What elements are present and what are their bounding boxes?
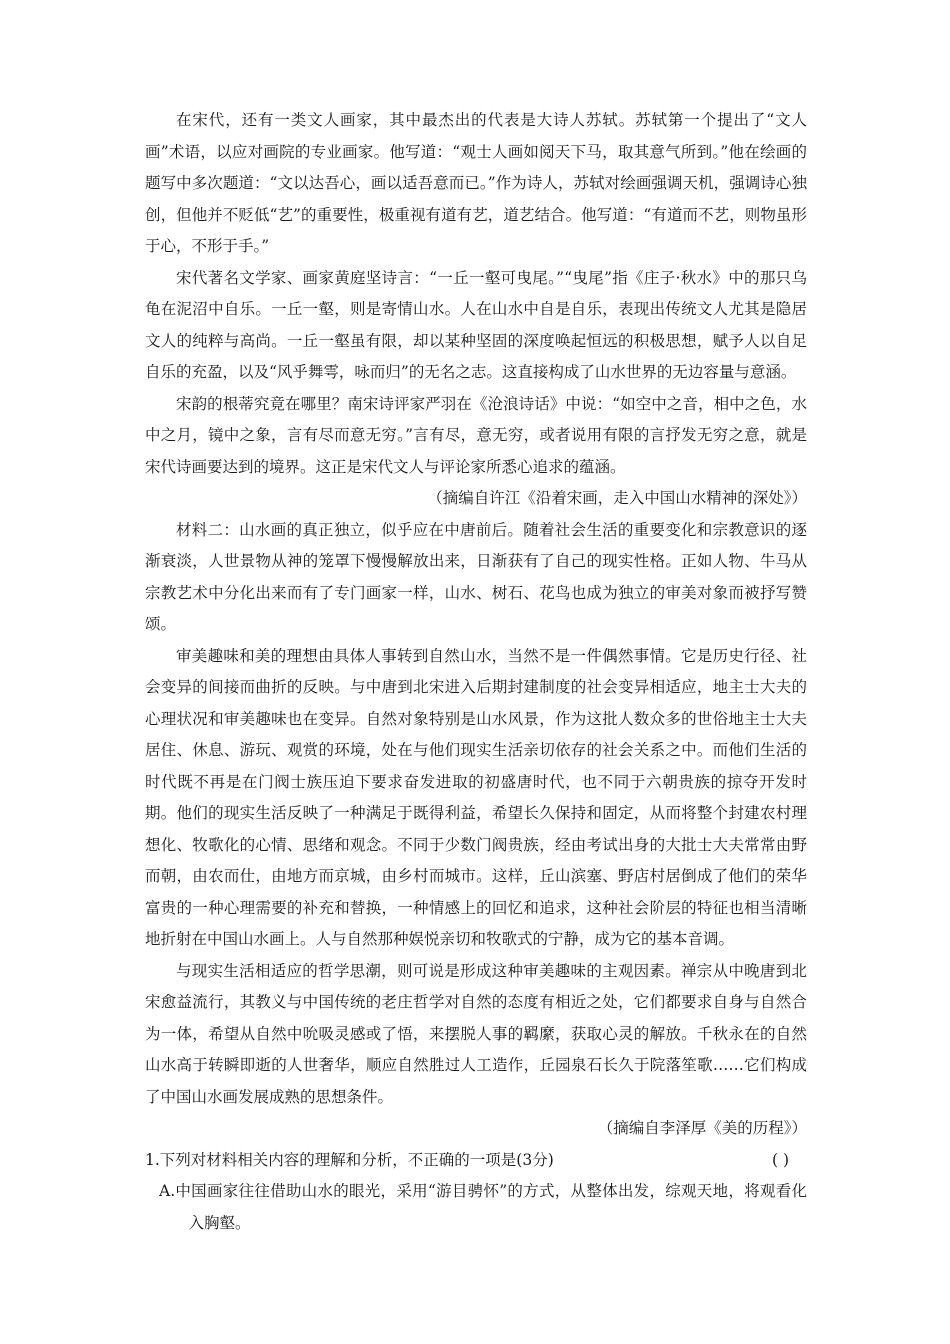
option-a: A.中国画家往往借助山水的眼光，采用“游目骋怀”的方式，从整体出发，综观天地，将观看化入胸壑。 bbox=[159, 1182, 807, 1232]
document-page bbox=[145, 105, 807, 1239]
question-stem-row bbox=[145, 1145, 807, 1177]
material1-paragraph-1: 在宋代，还有一类文人画家，其中最杰出的代表是大诗人苏轼。苏轼第一个提出了“文人画”术语，以应对画院的专业画家。他写道：“观士人画如阅天下马，取其意气所到。”他在绘画的题写中多次题道：“文以达吾心，画以适吾意而已。”作为诗人，苏轼对绘画强调天机，强调诗心独创，但他并不贬低“艺”的重要性，极重视有道有艺，道艺结合。他写道：“有道而不艺，则物虽形于心，不形于手。” bbox=[145, 111, 807, 255]
material1-paragraph-2: 宋代著名文学家、画家黄庭坚诗言：“一丘一壑可曳尾。”“曳尾”指《庄子·秋水》中的那只乌龟在泥沼中自乐。一丘一壑，则是寄情山水。人在山水中自是自乐，表现出传统文人尤其是隐居文人的纯粹与高尚。一丘一壑虽有限，却以某种坚固的深度唤起恒远的积极思想，赋予人以自足自乐的充盈，以及“风乎舞雩，咏而归”的无名之志。这直接构成了山水世界的无边容量与意涵。 bbox=[145, 268, 807, 381]
material2-source: （摘编自李泽厚《美的历程》） bbox=[597, 1119, 807, 1137]
material2-paragraph-3: 与现实生活相适应的哲学思潮，则可说是形成这种审美趣味的主观因素。禅宗从中晚唐到北宋愈益流行，其教义与中国传统的老庄哲学对自然的态度有相近之处，它们都要求自身与自然合为一体，希望从自然中吮吸灵感或了悟，来摆脱人事的羁縻，获取心灵的解放。千秋永在的自然山水高于转瞬即逝的人世奢华，顺应自然胜过人工造作，丘园泉石长久于院落笙歌……它们构成了中国山水画发展成熟的思想条件。 bbox=[145, 961, 807, 1106]
question-stem: 1.下列对材料相关内容的理解和分析，不正确的一项是(3分) bbox=[145, 1150, 554, 1169]
material1-paragraph-3: 宋韵的根蒂究竟在哪里？南宋诗评家严羽在《沧浪诗话》中说：“如空中之音，相中之色，水中之月，镜中之象，言有尽而意无穷。”言有尽，意无穷，或者说用有限的言抒发无穷之意，就是宋代诗画要达到的境界。这正是宋代文人与评论家所悉心追求的蕴涵。 bbox=[145, 394, 807, 476]
material2-paragraph-1: 材料二：山水画的真正独立，似乎应在中唐前后。随着社会生活的重要变化和宗教意识的逐渐衰淡，人世景物从神的笼罩下慢慢解放出来，日渐获有了自己的现实性格。正如人物、牛马从宗教艺术中分化出来而有了专门画家一样，山水、树石、花鸟也成为独立的审美对象而被抒写赞颂。 bbox=[145, 520, 807, 633]
material2-paragraph-2: 审美趣味和美的理想由具体人事转到自然山水，当然不是一件偶然事情。它是历史行径、社会变异的间接而曲折的反映。与中唐到北宋进入后期封建制度的社会变异相适应，地主士大夫的心理状况和审美趣味也在变异。自然对象特别是山水风景，作为这批人数众多的世俗地主士大夫居住、休息、游玩、观赏的环境，处在与他们现实生活亲切依存的社会关系之中。而他们生活的时代既不再是在门阀士族压迫下要求奋发进取的初盛唐时代，也不同于六朝贵族的掠夺开发时期。他们的现实生活反映了一种满足于既得利益，希望长久保持和固定，从而将整个封建农村理想化、牧歌化的心情、思绪和观念。不同于少数门阀贵族，经由考试出身的大批士大夫常常由野而朝，由农而仕，由地方而京城，由乡村而城市。这样，丘山滨塞、野店村居倒成了他们的荣华富贵的一种心理需要的补充和替换，一种情感上的回忆和追求，这种社会阶层的特征也相当清晰地折射在中国山水画上。人与自然那种娱悦亲切和牧歌式的宁静，成为它的基本音调。 bbox=[145, 646, 807, 948]
answer-paren: ( ) bbox=[771, 1150, 789, 1169]
material1-source: （摘编自许江《沿着宋画，走入中国山水精神的深处》） bbox=[427, 489, 807, 507]
